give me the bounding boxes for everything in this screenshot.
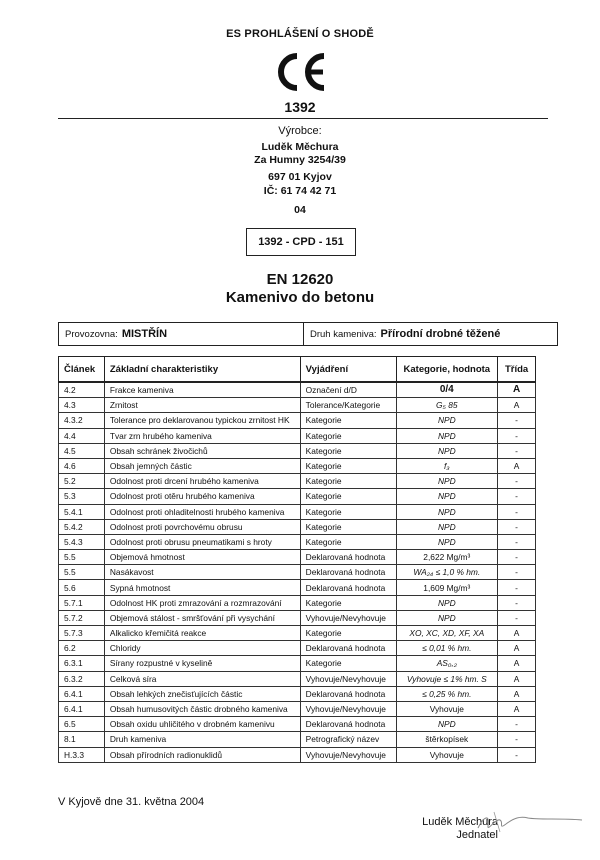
cell-class: - <box>498 610 536 625</box>
header-category: Kategorie, hodnota <box>396 357 498 383</box>
cell-class: - <box>498 413 536 428</box>
cell-characteristic: Obsah oxidu uhličitého v drobném kamenivu <box>104 717 300 732</box>
table-row <box>59 626 536 641</box>
manufacturer-year: 04 <box>294 204 306 216</box>
cell-category: NPD <box>396 534 498 549</box>
cell-characteristic: Sypná hmotnost <box>104 580 300 595</box>
cell-class: - <box>498 504 536 519</box>
plant-label: Provozovna: <box>65 328 118 340</box>
signer-name: Luděk Měchura <box>422 816 498 828</box>
cell-characteristic: Obsah schránek živočichů <box>104 443 300 458</box>
cell-characteristic: Zrnitost <box>104 398 300 413</box>
place-date: V Kyjově dne 31. května 2004 <box>58 796 205 808</box>
cell-expression: Tolerance/Kategorie <box>300 398 396 413</box>
document-title: ES PROHLÁŠENÍ O SHODĚ <box>226 28 374 40</box>
cell-category: Vyhovuje ≤ 1% hm. S <box>396 671 498 686</box>
table-row <box>59 474 536 489</box>
cell-category: NPD <box>396 610 498 625</box>
table-row <box>59 686 536 701</box>
header-class: Třída <box>498 357 536 383</box>
cell-expression: Kategorie <box>300 626 396 641</box>
cell-characteristic: Druh kameniva <box>104 732 300 747</box>
cell-category: 1,609 Mg/m³ <box>396 580 498 595</box>
plant-info-box <box>58 322 558 346</box>
cell-characteristic: Alkalicko křemičitá reakce <box>104 626 300 641</box>
cell-category: G₅ 85 <box>396 398 498 413</box>
header-article: Článek <box>59 357 105 383</box>
plant-value: MISTŘÍN <box>121 328 168 340</box>
cell-characteristic: Odolnost HK proti zmrazování a rozmrazování <box>104 595 300 610</box>
cell-category: XO, XC, XD, XF, XA <box>396 626 498 641</box>
cell-article: 8.1 <box>59 732 105 747</box>
manufacturer-city: 697 01 Kyjov <box>268 171 332 183</box>
cell-characteristic: Objemová hmotnost <box>104 550 300 565</box>
cell-article: 5.4.2 <box>59 519 105 534</box>
cell-article: 4.2 <box>59 382 105 398</box>
cell-article: 5.7.1 <box>59 595 105 610</box>
cell-class: - <box>498 747 536 762</box>
cell-expression: Vyhovuje/Nevyhovuje <box>300 747 396 762</box>
table-row <box>59 458 536 473</box>
manufacturer-name: Luděk Měchura <box>261 141 339 153</box>
cell-class: A <box>498 671 536 686</box>
aggregate-type-cell <box>304 323 500 345</box>
cell-expression: Deklarovaná hodnota <box>300 686 396 701</box>
cell-expression: Vyhovuje/Nevyhovuje <box>300 671 396 686</box>
table-row <box>59 580 536 595</box>
cell-class: - <box>498 550 536 565</box>
cell-category: f₃ <box>396 458 498 473</box>
certificate-number: 1392 - CPD - 151 <box>246 228 356 256</box>
cell-characteristic: Obsah lehkých znečisťujících částic <box>104 686 300 701</box>
cell-category: NPD <box>396 413 498 428</box>
table-row <box>59 595 536 610</box>
table-row <box>59 534 536 549</box>
cell-category: 2,622 Mg/m³ <box>396 550 498 565</box>
cell-article: 4.5 <box>59 443 105 458</box>
cell-expression: Kategorie <box>300 489 396 504</box>
cell-characteristic: Obsah humusovitých částic drobného kameniva <box>104 701 300 716</box>
manufacturer-street: Za Humny 3254/39 <box>254 154 346 166</box>
cell-class: - <box>498 519 536 534</box>
manufacturer-ic: IČ: 61 74 42 71 <box>263 185 337 197</box>
table-row <box>59 398 536 413</box>
cell-article: 4.4 <box>59 428 105 443</box>
cell-characteristic: Celková síra <box>104 671 300 686</box>
cell-article: 5.5 <box>59 565 105 580</box>
cell-characteristic: Tolerance pro deklarovanou typickou zrnitost HK <box>104 413 300 428</box>
cell-expression: Deklarovaná hodnota <box>300 717 396 732</box>
aggregate-type-value: Přírodní drobné těžené <box>380 328 501 340</box>
cell-article: 6.3.2 <box>59 671 105 686</box>
cell-class: - <box>498 580 536 595</box>
table-header-row <box>59 357 536 383</box>
cell-class: - <box>498 534 536 549</box>
table-row <box>59 610 536 625</box>
cell-expression: Deklarovaná hodnota <box>300 550 396 565</box>
cell-category: 0/4 <box>396 382 498 398</box>
table-row <box>59 565 536 580</box>
cell-expression: Kategorie <box>300 474 396 489</box>
cell-expression: Kategorie <box>300 656 396 671</box>
cell-class: A <box>498 626 536 641</box>
cell-class: A <box>498 701 536 716</box>
cell-expression: Kategorie <box>300 413 396 428</box>
divider <box>58 118 548 119</box>
cell-class: - <box>498 474 536 489</box>
cell-class: A <box>498 398 536 413</box>
table-row <box>59 701 536 716</box>
cell-class: - <box>498 717 536 732</box>
cell-class: - <box>498 565 536 580</box>
ce-mark-icon <box>270 50 330 94</box>
cell-characteristic: Odolnost proti ohladitelnosti hrubého kameniva <box>104 504 300 519</box>
cell-characteristic: Odolnost proti povrchovému obrusu <box>104 519 300 534</box>
cell-article: 6.3.1 <box>59 656 105 671</box>
cell-expression: Kategorie <box>300 595 396 610</box>
cell-characteristic: Nasákavost <box>104 565 300 580</box>
cell-article: H.3.3 <box>59 747 105 762</box>
cell-class: A <box>498 382 536 398</box>
cell-article: 5.3 <box>59 489 105 504</box>
aggregate-type-label: Druh kameniva: <box>310 328 377 340</box>
plant-cell <box>59 323 304 345</box>
characteristics-table <box>58 356 536 763</box>
cell-article: 5.6 <box>59 580 105 595</box>
cell-expression: Kategorie <box>300 458 396 473</box>
table-row <box>59 382 536 398</box>
cell-expression: Kategorie <box>300 428 396 443</box>
cell-expression: Kategorie <box>300 519 396 534</box>
signature-image <box>470 806 590 836</box>
signer-role: Jednatel <box>456 829 498 841</box>
cell-article: 5.4.3 <box>59 534 105 549</box>
table-row <box>59 732 536 747</box>
standard-code: EN 12620 <box>266 271 334 288</box>
cell-class: A <box>498 641 536 656</box>
cell-category: WA₂₄ ≤ 1,0 % hm. <box>396 565 498 580</box>
header-expression: Vyjádření <box>300 357 396 383</box>
table-row <box>59 717 536 732</box>
cell-category: AS₀,₂ <box>396 656 498 671</box>
cell-class: - <box>498 595 536 610</box>
table-row <box>59 550 536 565</box>
cell-category: NPD <box>396 504 498 519</box>
cell-characteristic: Obsah přírodních radionuklidů <box>104 747 300 762</box>
cell-category: ≤ 0,01 % hm. <box>396 641 498 656</box>
cell-article: 6.2 <box>59 641 105 656</box>
cell-class: - <box>498 489 536 504</box>
cell-category: NPD <box>396 717 498 732</box>
table-row <box>59 519 536 534</box>
standard-name: Kamenivo do betonu <box>225 289 375 306</box>
cell-expression: Petrografický název <box>300 732 396 747</box>
cell-expression: Deklarovaná hodnota <box>300 580 396 595</box>
cell-expression: Kategorie <box>300 504 396 519</box>
cell-characteristic: Odolnost proti drcení hrubého kameniva <box>104 474 300 489</box>
cell-category: Vyhovuje <box>396 747 498 762</box>
header-characteristic: Základní charakteristiky <box>104 357 300 383</box>
cell-characteristic: Obsah jemných částic <box>104 458 300 473</box>
cell-article: 4.3 <box>59 398 105 413</box>
cell-characteristic: Tvar zrn hrubého kameniva <box>104 428 300 443</box>
cell-article: 6.4.1 <box>59 686 105 701</box>
cell-expression: Kategorie <box>300 443 396 458</box>
cell-article: 5.5 <box>59 550 105 565</box>
cell-category: NPD <box>396 428 498 443</box>
cell-class: - <box>498 428 536 443</box>
cell-expression: Deklarovaná hodnota <box>300 641 396 656</box>
cell-expression: Vyhovuje/Nevyhovuje <box>300 701 396 716</box>
cell-expression: Vyhovuje/Nevyhovuje <box>300 610 396 625</box>
notified-body-number: 1392 <box>284 99 316 115</box>
cell-article: 5.2 <box>59 474 105 489</box>
cell-category: ≤ 0,25 % hm. <box>396 686 498 701</box>
table-row <box>59 443 536 458</box>
cell-class: A <box>498 458 536 473</box>
cell-expression: Kategorie <box>300 534 396 549</box>
table-row <box>59 671 536 686</box>
cell-article: 4.3.2 <box>59 413 105 428</box>
manufacturer-label: Výrobce: <box>278 125 322 137</box>
cell-class: - <box>498 732 536 747</box>
cell-article: 6.5 <box>59 717 105 732</box>
cell-article: 5.7.3 <box>59 626 105 641</box>
cell-characteristic: Sírany rozpustné v kyselině <box>104 656 300 671</box>
cell-article: 6.4.1 <box>59 701 105 716</box>
cell-category: NPD <box>396 489 498 504</box>
cell-expression: Deklarovaná hodnota <box>300 565 396 580</box>
table-row <box>59 504 536 519</box>
cell-expression: Označení d/D <box>300 382 396 398</box>
cell-category: štěrkopísek <box>396 732 498 747</box>
cell-characteristic: Chloridy <box>104 641 300 656</box>
table-body <box>59 382 536 762</box>
cell-category: NPD <box>396 519 498 534</box>
cell-article: 5.7.2 <box>59 610 105 625</box>
table-row <box>59 489 536 504</box>
table-row <box>59 656 536 671</box>
table-row <box>59 747 536 762</box>
cell-characteristic: Frakce kameniva <box>104 382 300 398</box>
table-row <box>59 428 536 443</box>
cell-category: Vyhovuje <box>396 701 498 716</box>
cell-category: NPD <box>396 595 498 610</box>
cell-characteristic: Odolnost proti obrusu pneumatikami s hroty <box>104 534 300 549</box>
table-row <box>59 413 536 428</box>
cell-class: A <box>498 686 536 701</box>
cell-class: - <box>498 443 536 458</box>
cell-characteristic: Odolnost proti otěru hrubého kameniva <box>104 489 300 504</box>
cell-characteristic: Objemová stálost - smršťování při vysychání <box>104 610 300 625</box>
cell-category: NPD <box>396 474 498 489</box>
cell-category: NPD <box>396 443 498 458</box>
table-row <box>59 641 536 656</box>
cell-article: 5.4.1 <box>59 504 105 519</box>
cell-article: 4.6 <box>59 458 105 473</box>
cell-class: A <box>498 656 536 671</box>
